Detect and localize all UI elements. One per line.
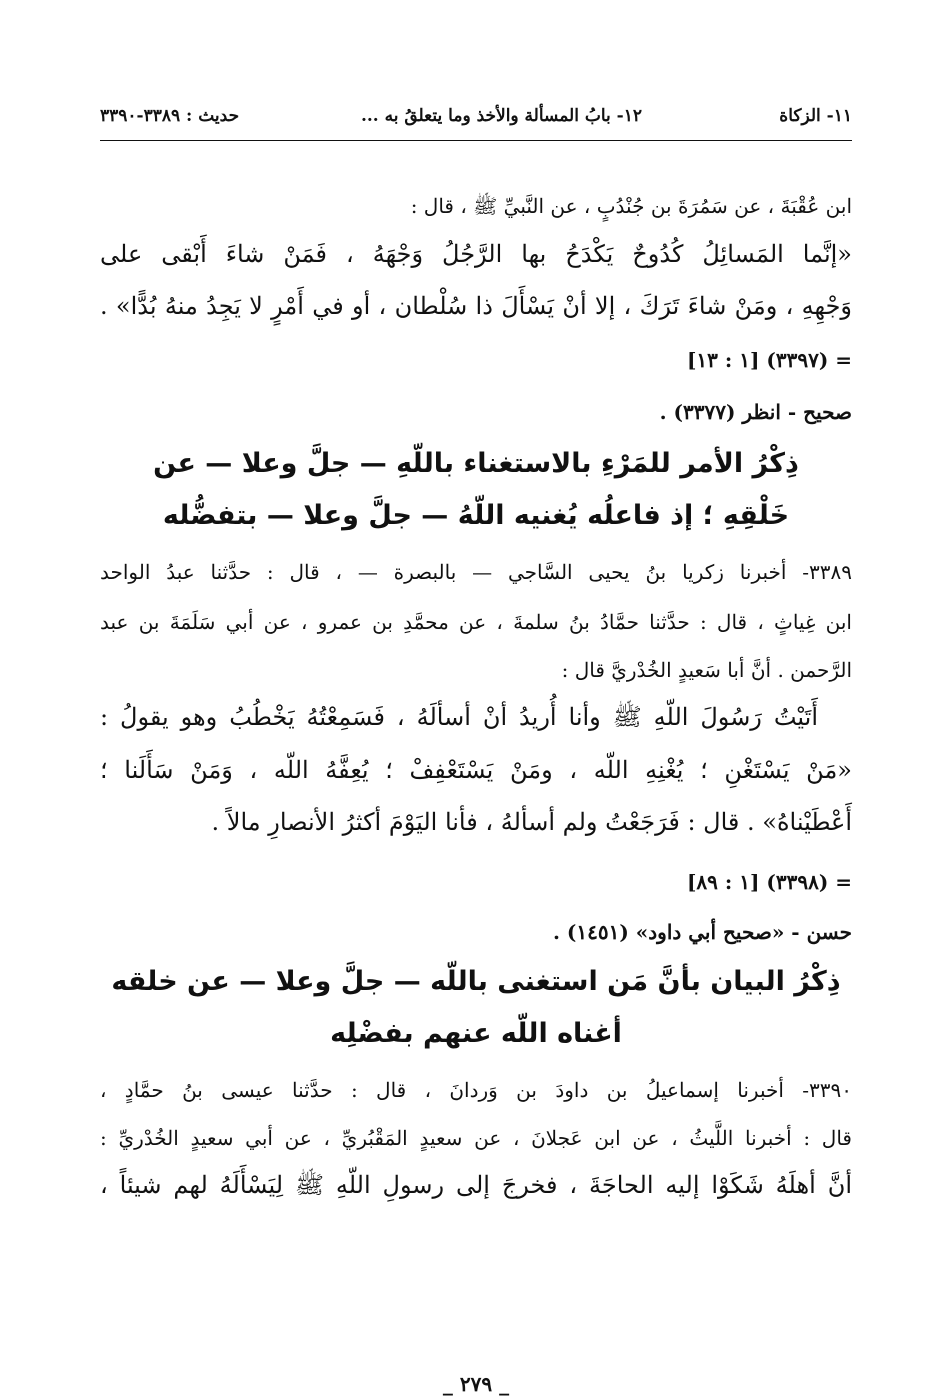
- cross-reference: = (٣٣٩٨) [١ : ٨٩]: [686, 870, 852, 894]
- isnad-line: ابن غِياثٍ ، قال : حدَّثنا حمَّادُ بنُ سلمةَ ، عن محمَّدِ بن عمرو ، عن أبي سَلَمَةَ بن عبد: [100, 610, 852, 634]
- running-header: [100, 106, 852, 136]
- hadith-text-line: «إنَّما المَسائِلُ كُدُوحٌ يَكْدَحُ بها الرَّجُلُ وَجْهَهُ ، فَمَنْ شاءَ أَبْقى على: [100, 240, 852, 268]
- grading-note: صحيح - انظر (٣٣٧٧) .: [659, 400, 852, 424]
- section-title: ١٢- بابُ المسألة والأخذ وما يتعلقُ به ...: [360, 106, 642, 126]
- header-rule: [100, 140, 852, 141]
- hadith-range: حديث : ٣٣٨٩-٣٣٩٠: [100, 106, 240, 126]
- grading-note: حسن - «صحيح أبي داود» (١٤٥١) .: [552, 920, 852, 944]
- chapter-heading-line: ذِكْرُ الأمر للمَرْءِ بالاستغناء باللّهِ — جلَّ وعلا — عن: [153, 448, 799, 479]
- hadith-text-line: أَعْطَيْناهُ» . قال : فَرَجَعْتُ ولم أسألهُ ، فأنا اليَوْمَ أكثرُ الأنصارِ مالاً .: [211, 808, 852, 836]
- isnad-line: ٣٣٨٩- أخبرنا زكريا بنُ يحيى السَّاجي — بالبصرة — ، قال : حدَّثنا عبدُ الواحد: [100, 560, 852, 584]
- cross-reference: = (٣٣٩٧) [١ : ١٣]: [686, 348, 852, 372]
- isnad-line: ٣٣٩٠- أخبرنا إسماعيلُ بن داودَ بن وَردانَ ، قال : حدَّثنا عيسى بنُ حمَّادٍ ،: [100, 1078, 852, 1102]
- hadith-text-line: وَجْهِهِ ، ومَنْ شاءَ تَرَكَ ، إلا أنْ يَسْأَلَ ذا سُلْطان ، أو في أَمْرٍ لا يَجِدُ منهُ بُدًّا» .: [100, 292, 852, 320]
- hadith-text-line: «مَنْ يَسْتَغْنِ ؛ يُغْنِهِ اللّه ، ومَنْ يَسْتَعْفِفْ ؛ يُعِفَّهُ اللّه ، وَمَنْ سَأَلَنا ؛: [100, 756, 852, 784]
- hadith-text-line: أَتَيْتُ رَسُولَ اللّهِ ﷺ وأنا أُريدُ أنْ أسألَهُ ، فَسَمِعْتُهُ يَخْطُبُ وهو يقولُ :: [100, 703, 818, 731]
- page-number: _ ٢٧٩ _: [442, 1372, 510, 1396]
- hadith-text-line: أنَّ أهلَهُ شَكَوْا إليه الحاجَةَ ، فخرجَ إلى رسولِ اللّهِ ﷺ لِيَسْأَلَهُ لهم شيئاً ،: [100, 1171, 852, 1199]
- chapter-heading-line: أغناه اللّه عنهم بفضْلِه: [330, 1018, 622, 1049]
- isnad-line: قال : أخبرنا اللَّيثُ ، عن ابن عَجلانَ ، عن سعيدٍ المَقْبُريِّ ، عن أبي سعيدٍ الخُدْريِّ :: [100, 1126, 852, 1150]
- chapter-title: ١١- الزكاة: [779, 106, 852, 126]
- book-page: [100, 96, 852, 1396]
- chapter-heading-line: ذِكْرُ البيان بأنَّ مَن استغنى باللّه — جلَّ وعلا — عن خلقه: [111, 966, 841, 997]
- isnad-line: الرَّحمن . أنَّ أبا سَعيدٍ الخُدْريَّ قال :: [561, 658, 852, 682]
- chapter-heading-line: خَلْقِهِ ؛ إذ فاعلُه يُغنيه اللّهُ — جلَّ وعلا — بتفضُّله: [162, 500, 790, 531]
- narration-line: ابن عُقْبَةَ ، عن سَمُرَةَ بن جُنْدُبٍ ، عن النَّبيِّ ﷺ ، قال :: [410, 194, 852, 218]
